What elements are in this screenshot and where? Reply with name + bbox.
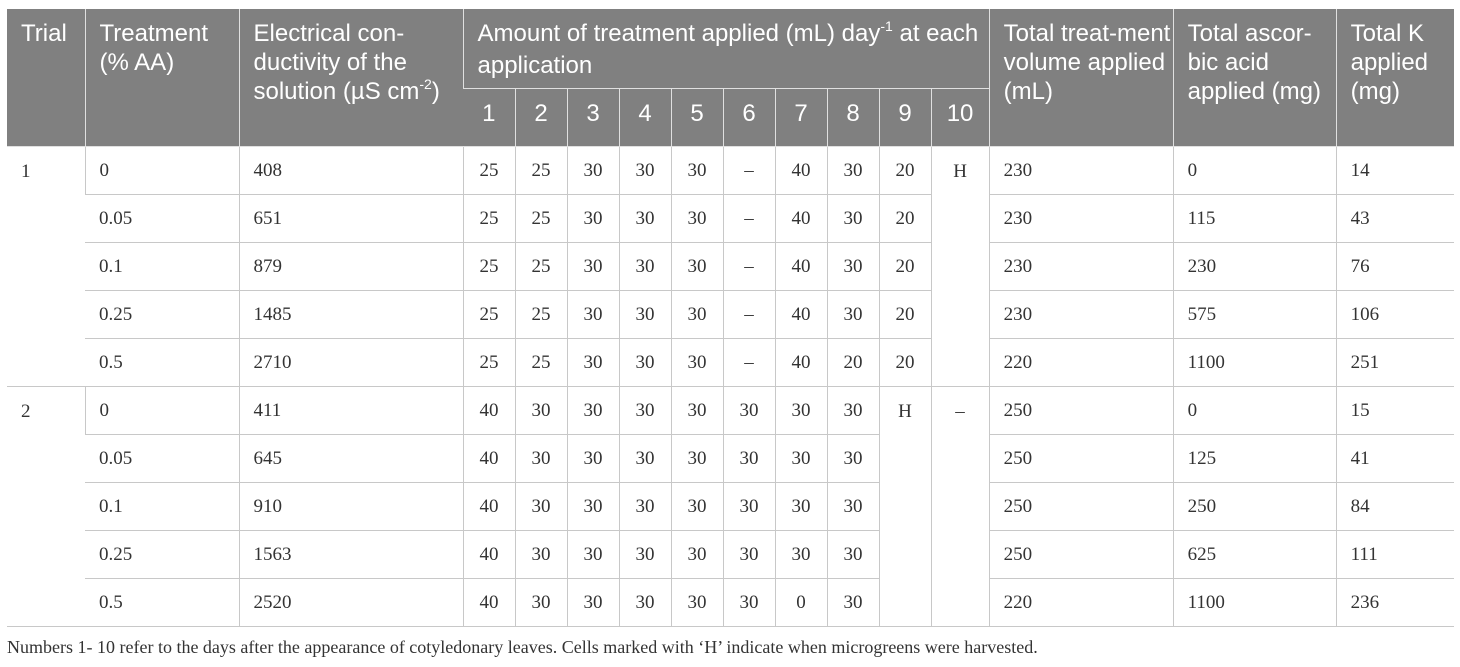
total-volume-cell: 220 bbox=[989, 339, 1173, 387]
table-row bbox=[7, 147, 1454, 195]
ec-cell: 651 bbox=[239, 195, 463, 243]
header-trial: Trial bbox=[7, 9, 85, 147]
day-cell: 30 bbox=[723, 483, 775, 531]
ec-cell: 2710 bbox=[239, 339, 463, 387]
trial-number: 2 bbox=[7, 387, 85, 627]
day-cell: 40 bbox=[775, 339, 827, 387]
treatment-cell: 0.05 bbox=[85, 195, 239, 243]
day-cell: 30 bbox=[619, 195, 671, 243]
day-cell: 25 bbox=[463, 243, 515, 291]
day-cell: 30 bbox=[619, 531, 671, 579]
day-cell: 30 bbox=[827, 483, 879, 531]
total-volume-cell: 230 bbox=[989, 291, 1173, 339]
day-cell: 30 bbox=[671, 195, 723, 243]
day-cell: 30 bbox=[827, 243, 879, 291]
day-cell: 25 bbox=[463, 339, 515, 387]
total-volume-cell: 250 bbox=[989, 531, 1173, 579]
treatment-cell: 0 bbox=[85, 147, 239, 195]
table-row bbox=[7, 387, 1454, 435]
day-cell: 25 bbox=[515, 339, 567, 387]
table-footnote: Numbers 1- 10 refer to the days after the appearance of cotyledonary leaves. Cells marked with ‘H’ indicate when microgreens were harvested. bbox=[7, 637, 1038, 657]
day-cell: 30 bbox=[671, 579, 723, 627]
day-cell: 30 bbox=[671, 291, 723, 339]
day-cell: 30 bbox=[775, 531, 827, 579]
harvest-cell: H bbox=[931, 147, 989, 387]
total-k-cell: 111 bbox=[1336, 531, 1454, 579]
day-cell: 30 bbox=[567, 531, 619, 579]
day-cell: 30 bbox=[515, 579, 567, 627]
day-cell: 40 bbox=[463, 531, 515, 579]
day-cell: 30 bbox=[619, 387, 671, 435]
total-aa-cell: 1100 bbox=[1173, 339, 1336, 387]
total-volume-cell: 230 bbox=[989, 147, 1173, 195]
day-cell: 30 bbox=[619, 243, 671, 291]
day-cell: 40 bbox=[775, 147, 827, 195]
total-aa-cell: 625 bbox=[1173, 531, 1336, 579]
treatment-cell: 0.25 bbox=[85, 531, 239, 579]
treatment-cell: 0.1 bbox=[85, 243, 239, 291]
header-day-8: 8 bbox=[827, 89, 879, 147]
day-cell: 40 bbox=[775, 195, 827, 243]
day-cell: 25 bbox=[515, 291, 567, 339]
ec-cell: 1485 bbox=[239, 291, 463, 339]
header-amount-sup: -1 bbox=[880, 18, 893, 34]
day-cell: 30 bbox=[723, 387, 775, 435]
day-cell: 30 bbox=[723, 435, 775, 483]
day-cell: 30 bbox=[515, 483, 567, 531]
total-aa-cell: 250 bbox=[1173, 483, 1336, 531]
ec-cell: 645 bbox=[239, 435, 463, 483]
day-cell: 30 bbox=[515, 387, 567, 435]
trial-number: 1 bbox=[7, 147, 85, 387]
ec-cell: 1563 bbox=[239, 531, 463, 579]
day-cell: 30 bbox=[619, 147, 671, 195]
ec-cell: 408 bbox=[239, 147, 463, 195]
total-volume-cell: 220 bbox=[989, 579, 1173, 627]
day-cell: 30 bbox=[723, 579, 775, 627]
day-cell: 25 bbox=[515, 195, 567, 243]
day-cell: 25 bbox=[515, 243, 567, 291]
header-day-5: 5 bbox=[671, 89, 723, 147]
day-cell: 30 bbox=[567, 579, 619, 627]
day-cell: 30 bbox=[567, 291, 619, 339]
table-row bbox=[7, 195, 1454, 243]
table-row bbox=[7, 531, 1454, 579]
day-cell: 30 bbox=[775, 435, 827, 483]
table-row bbox=[7, 339, 1454, 387]
header-day-2: 2 bbox=[515, 89, 567, 147]
table-body bbox=[7, 147, 1454, 627]
day-cell: – bbox=[723, 195, 775, 243]
day-cell: 30 bbox=[723, 531, 775, 579]
day-cell: 30 bbox=[515, 435, 567, 483]
day-cell: 30 bbox=[619, 435, 671, 483]
day-cell: 30 bbox=[619, 291, 671, 339]
day-cell: 20 bbox=[879, 243, 931, 291]
day-cell: 30 bbox=[775, 387, 827, 435]
header-day-9: 9 bbox=[879, 89, 931, 147]
day-cell: 40 bbox=[463, 387, 515, 435]
ec-cell: 2520 bbox=[239, 579, 463, 627]
total-k-cell: 251 bbox=[1336, 339, 1454, 387]
total-volume-cell: 230 bbox=[989, 243, 1173, 291]
day-cell: 20 bbox=[879, 291, 931, 339]
total-k-cell: 14 bbox=[1336, 147, 1454, 195]
day-cell: 30 bbox=[515, 531, 567, 579]
day-cell: 30 bbox=[671, 531, 723, 579]
header-day-4: 4 bbox=[619, 89, 671, 147]
day-cell: 30 bbox=[671, 387, 723, 435]
header-ec-end: ) bbox=[431, 78, 440, 105]
total-volume-cell: 250 bbox=[989, 483, 1173, 531]
total-aa-cell: 0 bbox=[1173, 147, 1336, 195]
day-cell: 40 bbox=[463, 435, 515, 483]
header-ec bbox=[239, 9, 463, 147]
total-aa-cell: 1100 bbox=[1173, 579, 1336, 627]
day-cell: 30 bbox=[775, 483, 827, 531]
day-cell: 20 bbox=[879, 147, 931, 195]
table-header bbox=[7, 9, 1454, 147]
day-cell: 25 bbox=[463, 147, 515, 195]
table-row bbox=[7, 579, 1454, 627]
total-k-cell: 76 bbox=[1336, 243, 1454, 291]
day-cell: 30 bbox=[619, 339, 671, 387]
day-cell: – bbox=[723, 243, 775, 291]
day-cell: 30 bbox=[827, 291, 879, 339]
ec-cell: 879 bbox=[239, 243, 463, 291]
header-treatment: Treatment (% AA) bbox=[85, 9, 239, 147]
day-cell: – bbox=[723, 291, 775, 339]
day-cell: 30 bbox=[827, 435, 879, 483]
day-cell: – bbox=[723, 339, 775, 387]
day-cell: 30 bbox=[567, 435, 619, 483]
header-amount bbox=[463, 9, 989, 89]
header-ec-text: Electrical con-ductivity of the solution (µS cm bbox=[253, 20, 420, 105]
header-day-3: 3 bbox=[567, 89, 619, 147]
total-aa-cell: 115 bbox=[1173, 195, 1336, 243]
day-cell: 30 bbox=[567, 195, 619, 243]
header-total-volume: Total treat-ment volume applied (mL) bbox=[989, 9, 1173, 147]
total-volume-cell: 250 bbox=[989, 387, 1173, 435]
data-table bbox=[7, 9, 1454, 627]
day-cell: 30 bbox=[671, 339, 723, 387]
table-row bbox=[7, 291, 1454, 339]
treatment-cell: 0.1 bbox=[85, 483, 239, 531]
day-cell: 30 bbox=[827, 531, 879, 579]
day-cell: 30 bbox=[567, 243, 619, 291]
day-cell: 40 bbox=[463, 483, 515, 531]
treatment-cell: 0 bbox=[85, 387, 239, 435]
day-cell: 25 bbox=[515, 147, 567, 195]
total-k-cell: 84 bbox=[1336, 483, 1454, 531]
total-aa-cell: 575 bbox=[1173, 291, 1336, 339]
treatment-cell: 0.25 bbox=[85, 291, 239, 339]
treatment-cell: 0.05 bbox=[85, 435, 239, 483]
total-aa-cell: 0 bbox=[1173, 387, 1336, 435]
day-cell: 40 bbox=[775, 291, 827, 339]
day-cell: 30 bbox=[671, 483, 723, 531]
header-day-7: 7 bbox=[775, 89, 827, 147]
total-k-cell: 106 bbox=[1336, 291, 1454, 339]
total-k-cell: 15 bbox=[1336, 387, 1454, 435]
day-cell: 30 bbox=[671, 147, 723, 195]
day-cell: – bbox=[723, 147, 775, 195]
treatment-cell: 0.5 bbox=[85, 579, 239, 627]
header-total-k: Total K applied (mg) bbox=[1336, 9, 1454, 147]
day-cell: 30 bbox=[619, 579, 671, 627]
day-cell: 30 bbox=[671, 243, 723, 291]
day-cell: 40 bbox=[463, 579, 515, 627]
total-k-cell: 236 bbox=[1336, 579, 1454, 627]
total-aa-cell: 125 bbox=[1173, 435, 1336, 483]
total-volume-cell: 230 bbox=[989, 195, 1173, 243]
harvest-cell: H bbox=[879, 387, 931, 627]
table-row bbox=[7, 483, 1454, 531]
day-cell: 20 bbox=[879, 339, 931, 387]
header-total-aa: Total ascor-bic acid applied (mg) bbox=[1173, 9, 1336, 147]
day-cell: 30 bbox=[671, 435, 723, 483]
header-day-1: 1 bbox=[463, 89, 515, 147]
day-cell: 30 bbox=[827, 387, 879, 435]
header-amount-end: at each application bbox=[477, 20, 979, 79]
day-cell: 30 bbox=[567, 147, 619, 195]
day-cell: 30 bbox=[827, 579, 879, 627]
treatment-cell: 0.5 bbox=[85, 339, 239, 387]
table-row bbox=[7, 243, 1454, 291]
header-day-6: 6 bbox=[723, 89, 775, 147]
day-cell: 20 bbox=[827, 339, 879, 387]
table-row bbox=[7, 435, 1454, 483]
total-volume-cell: 250 bbox=[989, 435, 1173, 483]
day-cell: 25 bbox=[463, 195, 515, 243]
total-k-cell: 41 bbox=[1336, 435, 1454, 483]
ec-cell: 411 bbox=[239, 387, 463, 435]
header-day-10: 10 bbox=[931, 89, 989, 147]
header-amount-text: Amount of treatment applied (mL) day bbox=[477, 20, 881, 47]
header-ec-sup: -2 bbox=[419, 76, 432, 92]
day-cell: 30 bbox=[567, 387, 619, 435]
day-cell: 30 bbox=[827, 147, 879, 195]
day-cell: 20 bbox=[879, 195, 931, 243]
ec-cell: 910 bbox=[239, 483, 463, 531]
day10-cell: – bbox=[931, 387, 989, 627]
day-cell: 40 bbox=[775, 243, 827, 291]
day-cell: 0 bbox=[775, 579, 827, 627]
day-cell: 30 bbox=[619, 483, 671, 531]
day-cell: 30 bbox=[567, 339, 619, 387]
day-cell: 25 bbox=[463, 291, 515, 339]
total-k-cell: 43 bbox=[1336, 195, 1454, 243]
day-cell: 30 bbox=[567, 483, 619, 531]
total-aa-cell: 230 bbox=[1173, 243, 1336, 291]
day-cell: 30 bbox=[827, 195, 879, 243]
